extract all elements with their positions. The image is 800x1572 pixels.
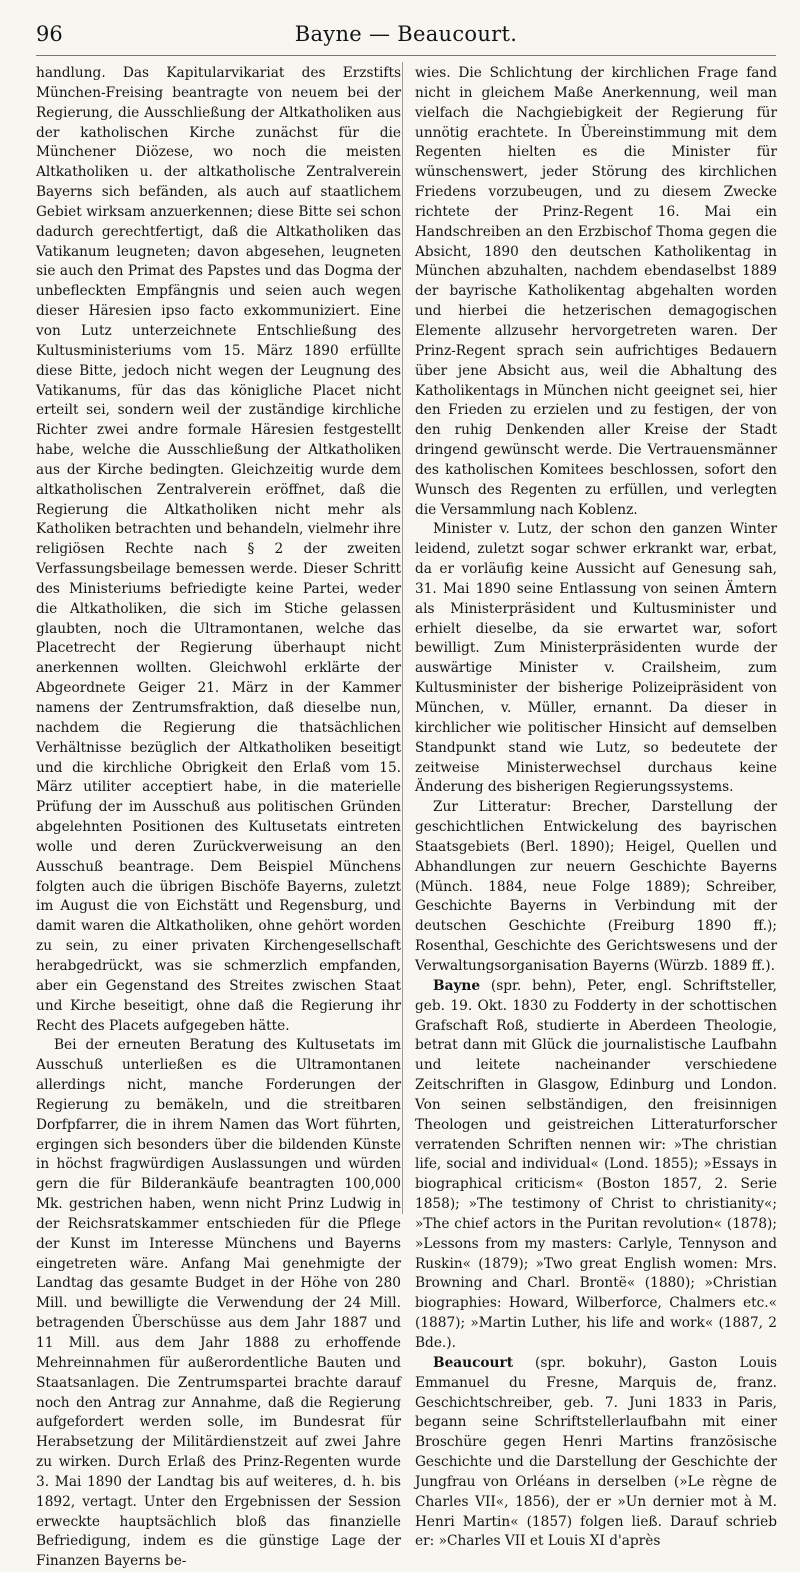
column-divider bbox=[402, 62, 403, 1214]
paragraph: Minister v. Lutz, der schon den ganzen Winter leidend, zuletzt sogar schwer erkrankt war, erbat, da er vorläufig keine Aussicht auf Genesung sah, 31. Mai 1890 seine Entlassung von seinen Ämtern als Ministerpräsident und Kultusminister und erhielt dieselbe, da sie erwartet war, sofort bewilligt. Zum Ministerpräsidenten wurde der auswärtige Minister v. Crailsheim, zum Kultusminister der bisherige Polizeipräsident von München, v. Müller, ernannt. Da dieser in kirchlicher wie politischer Hinsicht auf demselben Standpunkt stand wie Lutz, so bedeutete der zeitweise Ministerwechsel durchaus keine Änderung des bisherigen Regierungssystems. bbox=[415, 521, 777, 796]
running-head: Bayne — Beaucourt. bbox=[294, 22, 518, 46]
entry-text: (spr. behn), Peter, engl. Schriftsteller, geb. 19. Okt. 1830 zu Fodderty in der schottischen Grafschaft Roß, studierte in Aberdeen Theologie, betrat dann mit Glück die journalistische Laufbahn und leitete nacheinander verschiedene Zeitschriften in Glasgow, Edinburg und London. Von seinen selbständigen, den freisinnigen Theologen und geistreichen Litteraturforscher verratenden Schriften nennen wir: »The christian life, social and individual« (Lond. 1855); »Essays in biographical criticism« (Boston 1857, 2. Serie 1858); »The testimony of Christ to christianity«; »The chief actors in the Puritan revolution« (1878); »Lessons from my masters: Carlyle, Tennyson and Ruskin« (1879); »Two great English women: Mrs. Browning and Charl. Brontë« (1880); »Christian biographies: Howard, Wilberforce, Chalmers etc.« (1887); »Martin Luther, his life and work« (1887, 2 Bde.). bbox=[415, 977, 777, 1351]
literature-paragraph: Zur Litteratur: Brecher, Darstellung der geschichtlichen Entwickelung des bayrischen Staatsgebiets (Berl. 1890); Heigel, Quellen und Abhandlungen zur neuern Geschichte Bayerns (Münch. 1884, neue Folge 1889); Schreiber, Geschichte Bayerns in Verbindung mit der deutschen Geschichte (Freiburg 1890 ff.); Rosenthal, Geschichte des Gerichtswesens und der Verwaltungsorganisation Bayerns (Würzb. 1889 ff.). bbox=[415, 799, 777, 974]
paragraph: wies. Die Schlichtung der kirchlichen Frage fand nicht in gleichem Maße Anerkennung, weil man vielfach die Nachgiebigkeit der Regierung für unnötig erachtete. In Übereinstimmung mit dem Regenten hielten es die Minister für wünschenswert, jeder Störung des kirchlichen Friedens vorzubeugen, und zu diesem Zwecke richtete der Prinz-Regent 16. Mai ein Handschreiben an den Erzbischof Thoma gegen die Absicht, 1890 den deutschen Katholikentag in München abzuhalten, nachdem ebendaselbst 1889 der bayrische Katholikentag abgehalten worden und hierbei die hetzerischen demagogischen Elemente allzusehr hervorgetreten waren. Der Prinz-Regent sprach sein aufrichtiges Bedauern über jene Absicht aus, weil die Abhaltung des Katholikentags in München nicht geeignet sei, hier den Frieden zu erzielen und zu festigen, der von den ruhig Denkenden aller Kreise der Stadt dringend gewünscht werde. Die Vertrauensmänner des katholischen Komitees beschlossen, sofort den Wunsch des Regenten zu erfüllen, und verlegten die Versammlung nach Koblenz. bbox=[415, 65, 777, 518]
right-column bbox=[415, 64, 777, 1552]
entry-text: (spr. bokuhr), Gaston Louis Emmanuel du Fresne, Marquis de, franz. Geschichtschreiber, geb. 7. Juni 1833 in Paris, begann seine Schriftstellerlaufbahn mit einer Broschüre gegen Henri Martins französische Geschichte und die Darstellung der Geschichte der Jungfrau von Orléans in derselben (»Le règne de Charles VII«, 1856), der er »Un dernier mot à M. Henri Martin« (1857) folgen ließ. Darauf schrieb er: »Charles VII et Louis XI d'après bbox=[415, 1354, 777, 1550]
entry-bayne bbox=[415, 977, 777, 1354]
left-column bbox=[36, 64, 401, 1572]
page-header bbox=[36, 22, 776, 56]
paragraph: Bei der erneuten Beratung des Kultusetats im Ausschuß unterließen es die Ultramontanen allerdings nicht, manche Forderungen der Regierung zu bemäkeln, und die streitbaren Dorfpfarrer, die in ihrem Namen das Wort führten, ergingen sich besonders über die bildenden Künste in höchst fragwürdigen Auslassungen und würden gern die für Bilderankäufe beantragten 100,000 Mk. gestrichen haben, wenn nicht Prinz Ludwig in der Reichsratskammer entschieden für die Pflege der Kunst im Interesse Münchens und Bayerns eingetreten wäre. Anfang Mai genehmigte der Landtag das gesamte Budget in der Höhe von 280 Mill. und bewilligte die Verwendung der 24 Mill. betragenden Überschüsse aus dem Jahr 1887 und 11 Mill. aus dem Jahr 1888 zu erhoffende Mehreinnahmen für außerordentliche Bauten und Staatsanlagen. Die Zentrumspartei brachte darauf noch den Antrag zur Annahme, daß die Regierung aufgefordert werden solle, im Bundesrat für Herabsetzung der Militärdienstzeit auf zwei Jahre zu wirken. Durch Erlaß des Prinz-Regenten wurde 3. Mai 1890 der Landtag bis auf weiteres, d. h. bis 1892, vertagt. Unter den Ergebnissen der Session erweckte hauptsächlich bloß das finanzielle Befriedigung, indem es die günstige Lage der Finanzen Bayerns be- bbox=[36, 1037, 401, 1570]
entry-beaucourt bbox=[415, 1354, 777, 1552]
header-rule bbox=[36, 55, 776, 56]
entry-headword: Beaucourt bbox=[433, 1354, 514, 1371]
entry-headword: Bayne bbox=[433, 977, 481, 994]
page-number: 96 bbox=[36, 22, 63, 46]
paragraph: handlung. Das Kapitularvikariat des Erzstifts München-Freising beantragte von neuem bei der Regierung, die Ausschließung der Altkatholiken aus der katholischen Kirche zunächst für die Münchener Diözese, wo noch die meisten Altkatholiken u. der altkatholische Zentralverein Bayerns sich befänden, als auch auf staatlichem Gebiet wirksam anzuerkennen; diese Bitte sei schon dadurch gerechtfertigt, daß die Altkatholiken das Vatikanum leugneten; davon abgesehen, leugneten sie auch den Primat des Papstes und das Dogma der unbefleckten Empfängnis und seien auch wegen dieser Häresien ipso facto exkommuniziert. Eine von Lutz unterzeichnete Entschließung des Kultusministeriums vom 15. März 1890 erfüllte diese Bitte, jedoch nicht wegen der Leugnung des Vatikanums, für das das königliche Placet nicht erteilt sei, sondern weil der zuständige kirchliche Richter zwei andre formale Häresien festgestellt habe, welche die Ausschließung der Altkatholiken aus der Kirche bedingten. Gleichzeitig wurde dem altkatholischen Zentralverein eröffnet, daß die Regierung die Altkatholiken nicht mehr als Katholiken betrachten und behandeln, vielmehr ihre religiösen Rechte nach § 2 der zweiten Verfassungsbeilage bemessen werde. Dieser Schritt des Ministeriums befriedigte keine Partei, weder die Altkatholiken, die sich im Stiche gelassen glaubten, noch die Ultramontanen, welche das Placetrecht der Regierung überhaupt nicht anerkennen wollten. Gleichwohl erklärte der Abgeordnete Geiger 21. März in der Kammer namens der Zentrumsfraktion, daß dieselbe nun, nachdem die Regierung die thatsächlichen Verhältnisse bezüglich der Altkatholiken beseitigt und die kirchliche Obrigkeit den Erlaß vom 15. März utiliter acceptiert habe, in die materielle Prüfung der im Ausschuß aus politischen Gründen abgelehnten Positionen des Kultusetats eintreten wolle und deren Zurückverweisung an den Ausschuß beantrage. Dem Beispiel Münchens folgten auch die übrigen Bischöfe Bayerns, zuletzt im August die von Eichstätt und Regensburg, und damit waren die Altkatholiken, ohne gehört worden zu sein, zu einer privaten Kirchengesellschaft herabgedrückt, was sie schmerzlich empfanden, aber ein Gegenstand des Streites zwischen Staat und Kirche beseitigt, ohne daß die Regierung ihr Recht des Placets aufgegeben hätte. bbox=[36, 65, 401, 1034]
